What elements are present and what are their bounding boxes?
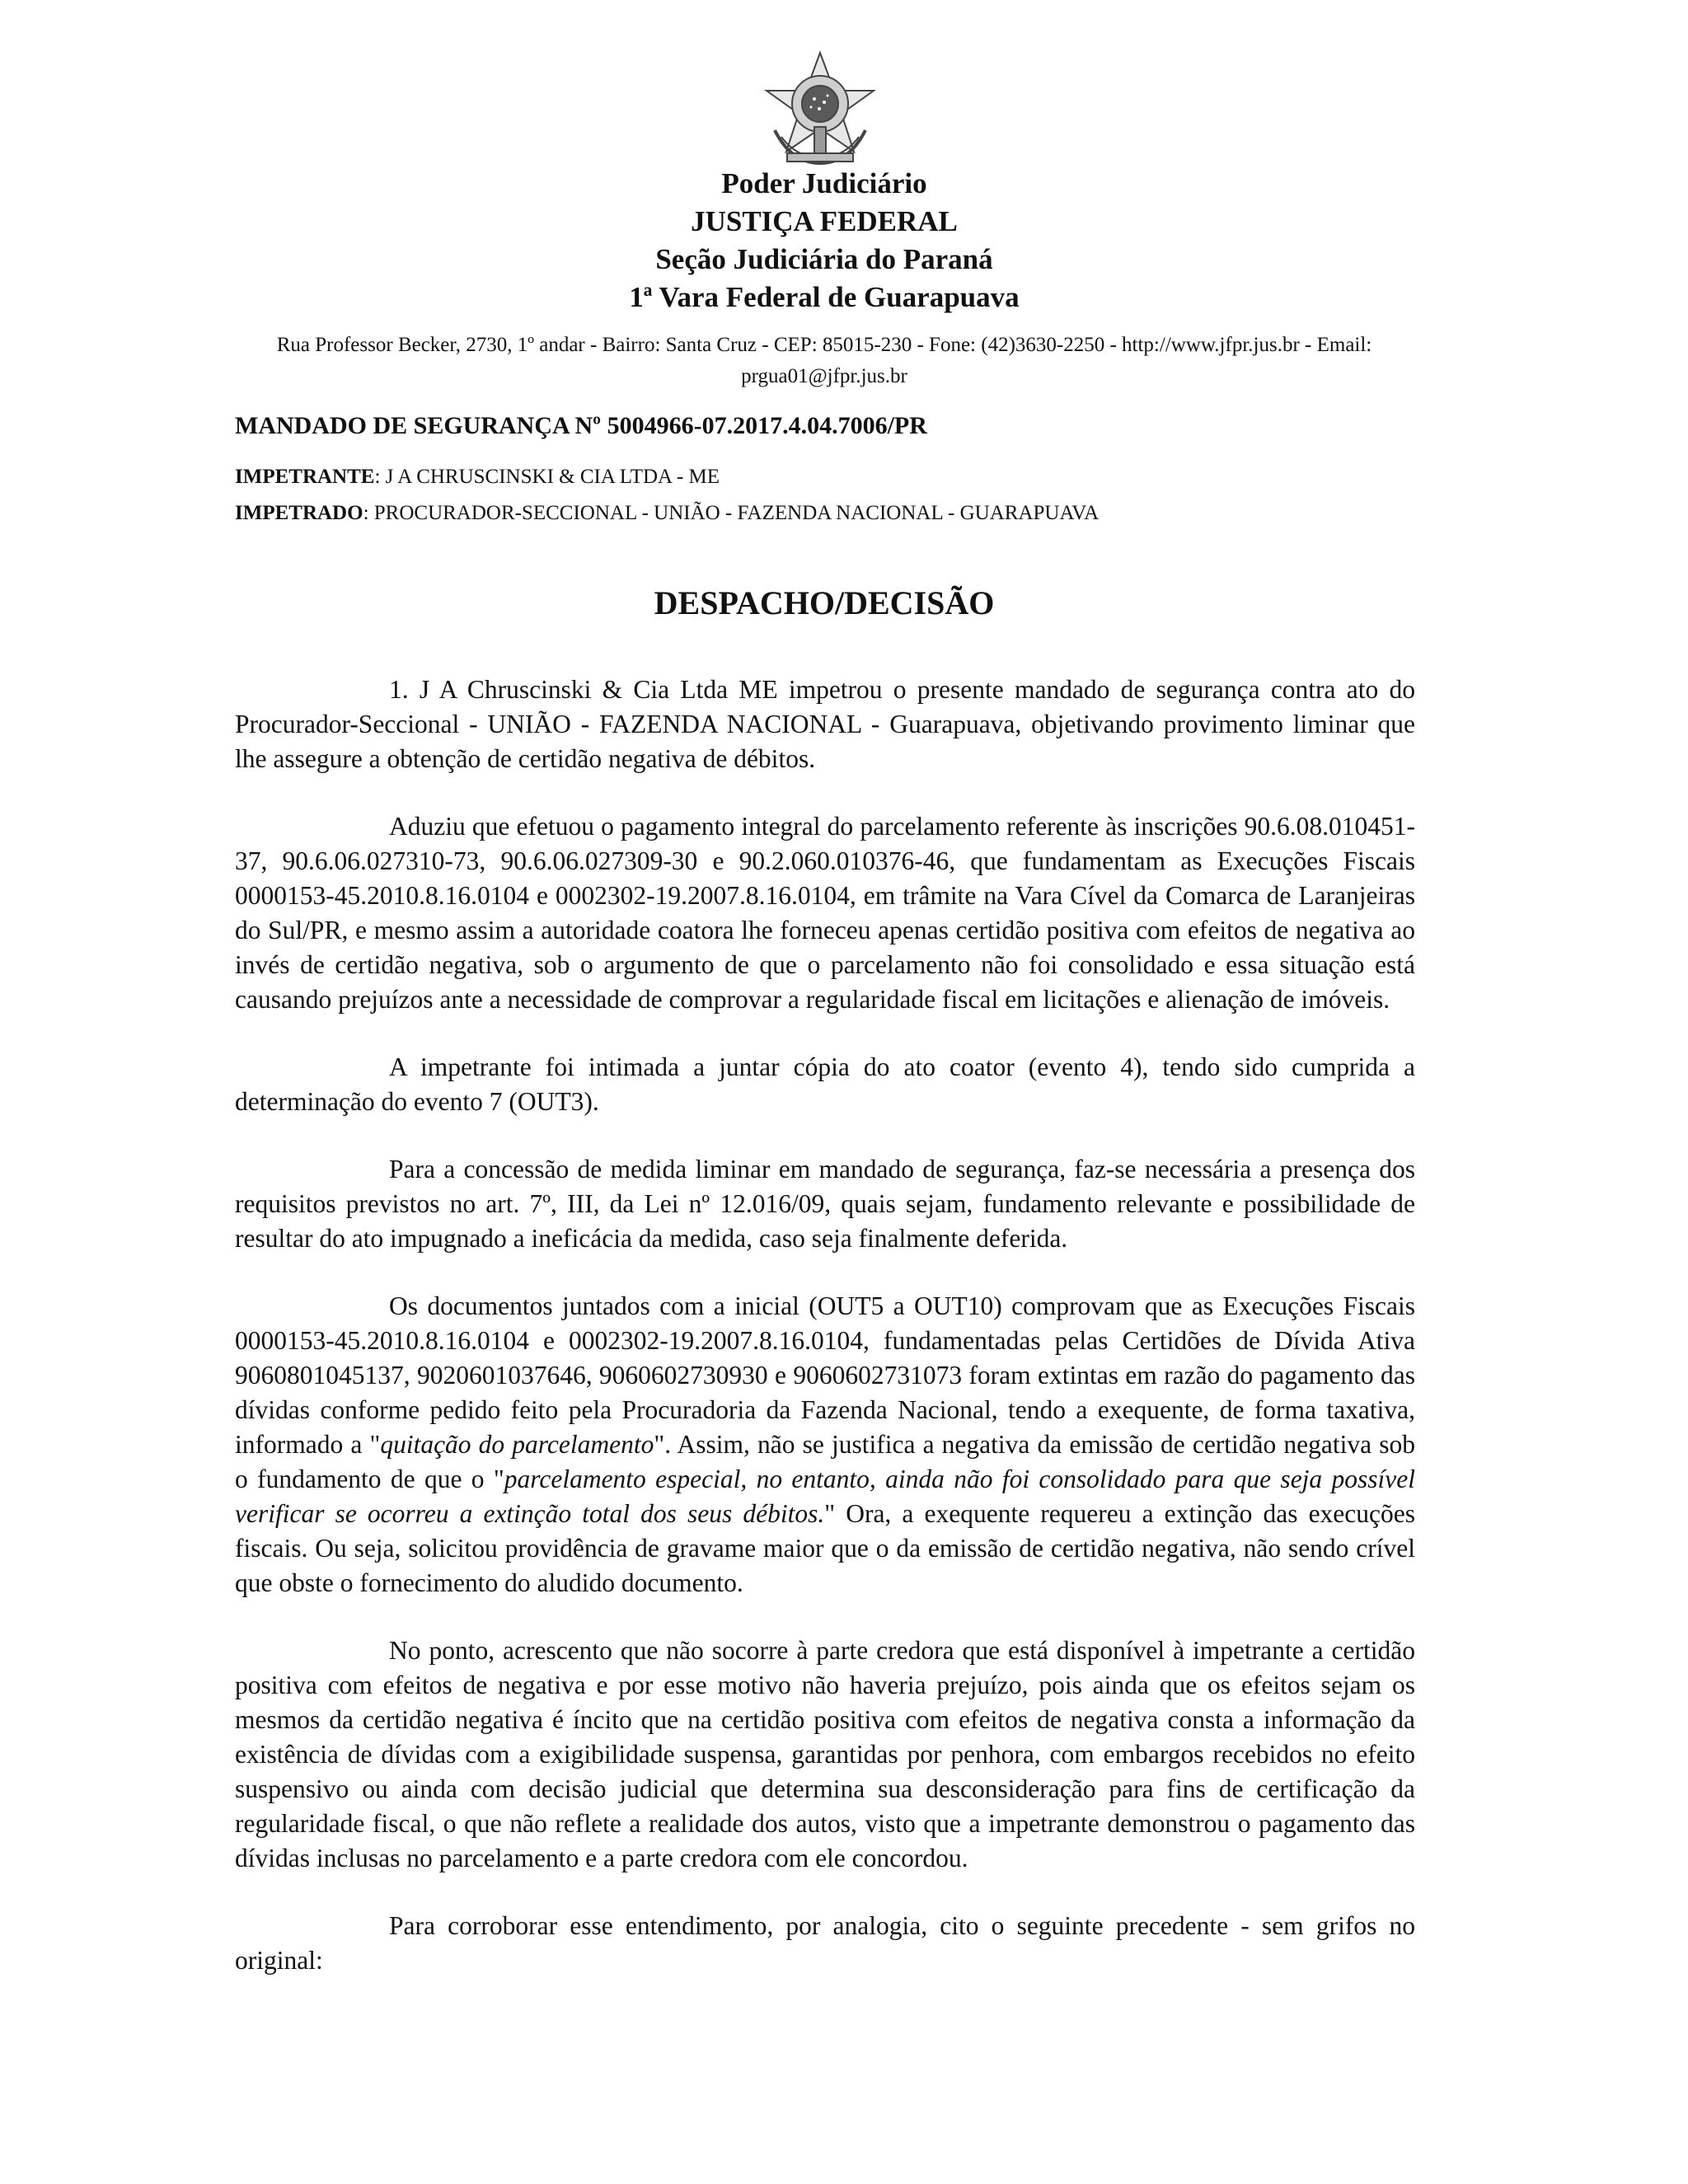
paragraph-5-part-a: Os documentos juntados com a inicial (OUT5 a OUT10) comprovam que as Execuções Fiscais 0000153-45.2010.8.16.0104 e 0002302-19.2007.8.16.0104, fundamentadas pelas Certidões de Dívida Ativa 9060801045137, 9020601037646, 9060602730930 e 9060602731073 foram extintas em razão do pagamento das dívidas conforme pedido feito pela Procuradoria da Fazenda Nacional, tendo a exequente, de forma taxativa, informado a " xyxy=(235,1291,1415,1459)
impetrado-label: IMPETRADO xyxy=(235,502,363,524)
paragraph-4: Para a concessão de medida liminar em mandado de segurança, faz-se necessária a presença dos requisitos previstos no art. 7º, III, da Lei nº 12.016/09, quais sejam, fundamento relevante e possibilidade de resultar do ato impugnado a ineficácia da medida, caso seja finalmente deferida. xyxy=(235,1155,1415,1253)
paragraph-6: No ponto, acrescento que não socorre à parte credora que está disponível à impetrante a certidão positiva com efeitos de negativa e por esse motivo não haveria prejuízo, pois ainda que os efeitos sejam os mesmos da certidão negativa é íncito que na certidão positiva com efeitos de negativa consta a informação da existência de dívidas com a exigibilidade suspensa, garantidas por penhora, com embargos recebidos no efeito suspensivo ou ainda com decisão judicial que determina sua desconsideração para fins de certificação da regularidade fiscal, o que não reflete a realidade dos autos, visto que a impetrante demonstrou o pagamento das dívidas inclusas no parcelamento e a parte credora com ele concordou. xyxy=(235,1636,1415,1872)
paragraph-2: Aduziu que efetuou o pagamento integral do parcelamento referente às inscrições 90.6.08.010451-37, 90.6.06.027310-73, 90.6.06.027309-30 e 90.2.060.010376-46, que fundamentam as Execuções Fiscais 0000153-45.2010.8.16.0104 e 0002302-19.2007.8.16.0104, em trâmite na Vara Cível da Comarca de Laranjeiras do Sul/PR, e mesmo assim a autoridade coatora lhe forneceu apenas certidão positiva com efeitos de negativa ao invés de certidão negativa, sob o argumento de que o parcelamento não foi consolidado e essa situação está causando prejuízos ante a necessidade de comprovar a regularidade fiscal em licitações e alienação de imóveis. xyxy=(235,812,1415,1014)
decision-body xyxy=(235,673,1415,2011)
header-line-judiciary: Poder Judiciário xyxy=(721,167,927,199)
impetrante-label: IMPETRANTE xyxy=(235,466,375,488)
document-title: DESPACHO/DECISÃO xyxy=(654,584,995,621)
case-number: MANDADO DE SEGURANÇA Nº 5004966-07.2017.4.04.7006/PR xyxy=(235,412,927,439)
paragraph-7: Para corroborar esse entendimento, por analogia, cito o seguinte precedente - sem grifos no original: xyxy=(235,1911,1415,1975)
paragraph-3: A impetrante foi intimada a juntar cópia do ato coator (evento 4), tendo sido cumprida a determinação do evento 7 (OUT3). xyxy=(235,1052,1415,1116)
paragraph-5-italic-2: parcelamento especial, no entanto, ainda não foi consolidado para que seja possível verificar se ocorreu a extinção total dos seus débitos. xyxy=(235,1465,1416,1528)
address-line-1: Rua Professor Becker, 2730, 1º andar - Bairro: Santa Cruz - CEP: 85015-230 - Fone: (42)3630-2250 - http://www.jfpr.jus.br - Email: xyxy=(276,334,1372,356)
header-line-section: Seção Judiciária do Paraná xyxy=(655,243,993,275)
header-line-court: 1ª Vara Federal de Guarapuava xyxy=(629,281,1020,313)
court-address xyxy=(231,330,1418,392)
impetrado-value: : PROCURADOR-SECCIONAL - UNIÃO - FAZENDA NACIONAL - GUARAPUAVA xyxy=(363,502,1100,524)
paragraph-5 xyxy=(235,1289,1415,1601)
impetrado-line xyxy=(235,502,1099,525)
coat-of-arms-seal-icon xyxy=(758,48,882,171)
paragraph-5-italic-1: quitação do parcelamento xyxy=(380,1430,654,1459)
impetrante-value: : J A CHRUSCINSKI & CIA LTDA - ME xyxy=(374,466,720,488)
paragraph-5-part-b: ". Assim, não se justifica a negativa da emissão de certidão negativa sob o fundamento de que o " xyxy=(235,1430,1415,1493)
impetrante-line xyxy=(235,466,720,489)
address-line-2: prgua01@jfpr.jus.br xyxy=(741,365,907,387)
paragraph-1: 1. J A Chruscinski & Cia Ltda ME impetrou o presente mandado de segurança contra ato do Procurador-Seccional - UNIÃO - FAZENDA NACIONAL - Guarapuava, objetivando provimento liminar que lhe assegure a obtenção de certidão negativa de débitos. xyxy=(235,675,1415,773)
paragraph-5-part-c: " Ora, a exequente requereu a extinção das execuções fiscais. Ou seja, solicitou providência de gravame maior que o da emissão de certidão negativa, não sendo crível que obste o fornecimento do aludido documento. xyxy=(235,1499,1415,1597)
header-line-justice: JUSTIÇA FEDERAL xyxy=(691,205,958,237)
